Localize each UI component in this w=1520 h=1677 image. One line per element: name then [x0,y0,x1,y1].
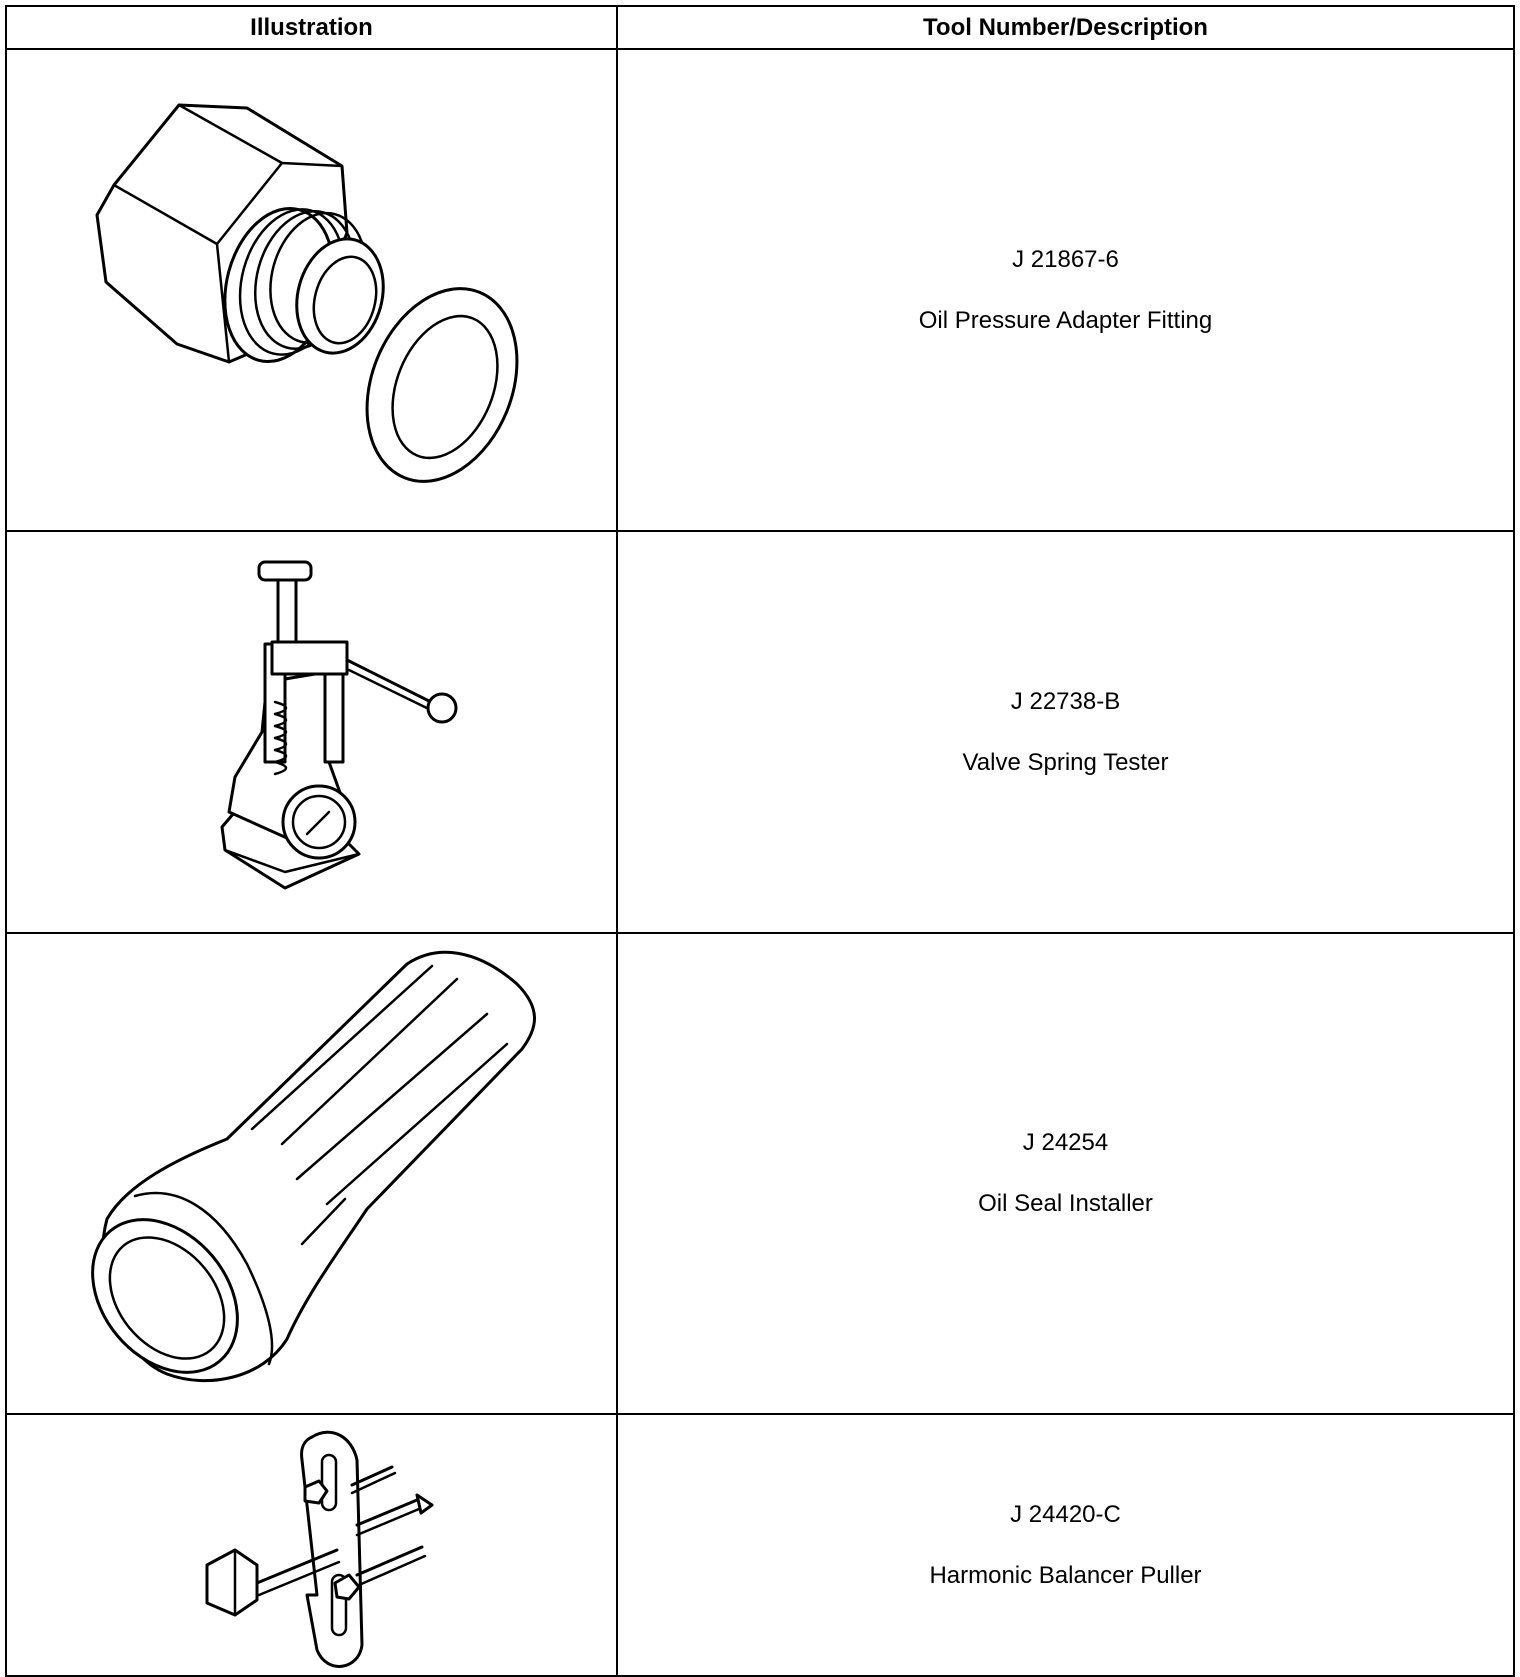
illustration-cell [6,531,617,933]
tool-description-cell [617,49,1514,531]
oil-seal-installer-icon [7,934,618,1415]
table-header-row [6,6,1514,49]
table-row [6,933,1514,1414]
valve-spring-tester-icon [7,532,618,934]
illustration-cell [6,933,617,1414]
tool-table [5,5,1515,1677]
illustration-cell [6,1414,617,1676]
table-row [6,531,1514,933]
tool-number: J 22738-B [1010,687,1121,715]
tool-number: J 24420-C [1010,1500,1121,1528]
tool-description-cell [617,531,1514,933]
table-row [6,49,1514,531]
tool-number: J 24254 [1022,1129,1109,1156]
tool-description-cell [617,933,1514,1414]
tool-description-cell [617,1414,1514,1676]
tool-name: Valve Spring Tester [962,748,1169,776]
harmonic-balancer-puller-icon [7,1415,618,1677]
header-illustration: Illustration [6,6,617,49]
illustration-cell [6,49,617,531]
oil-pressure-adapter-fitting-icon [7,50,618,532]
tool-name: Oil Seal Installer [978,1190,1153,1217]
tool-number: J 21867-6 [1012,245,1119,273]
table-row [6,1414,1514,1676]
header-tool-description: Tool Number/Description [617,6,1514,49]
tool-name: Oil Pressure Adapter Fitting [918,306,1213,334]
tool-name: Harmonic Balancer Puller [929,1561,1202,1589]
